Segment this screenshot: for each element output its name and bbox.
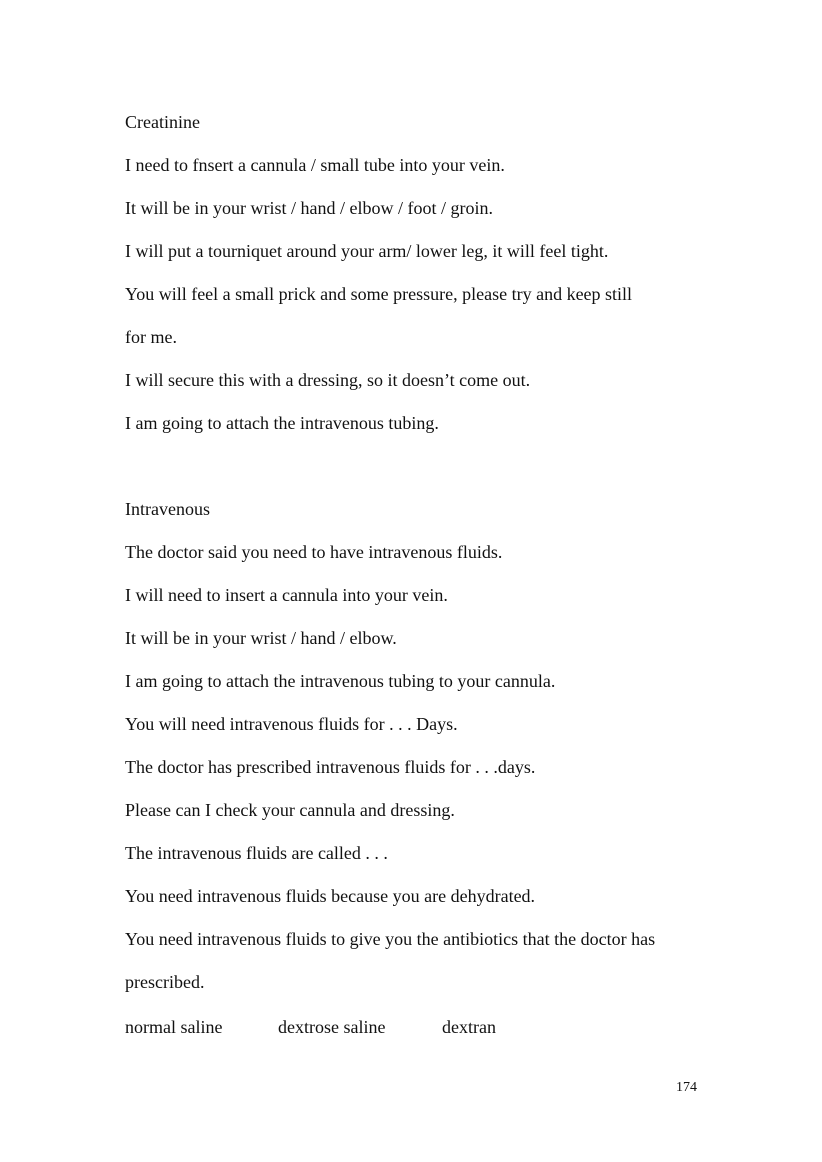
section-heading-intravenous: Intravenous [125, 499, 210, 519]
text-line: for me. [125, 327, 177, 347]
text-line: You will feel a small prick and some pressure, please try and keep still [125, 284, 633, 304]
text-line: Please can I check your cannula and dressing. [125, 800, 455, 820]
text-line: I am going to attach the intravenous tubing. [125, 413, 439, 433]
text-line: You will need intravenous fluids for . . . Days. [125, 714, 458, 734]
text-line: The intravenous fluids are called . . . [125, 843, 388, 863]
text-line: It will be in your wrist / hand / elbow. [125, 628, 397, 648]
text-line: I will secure this with a dressing, so it doesn’t come out. [125, 370, 531, 390]
text-line: You need intravenous fluids because you are dehydrated. [125, 886, 536, 906]
text-line: It will be in your wrist / hand / elbow / foot / groin. [125, 198, 493, 218]
text-line: The doctor said you need to have intravenous fluids. [125, 542, 503, 562]
text-line: I am going to attach the intravenous tubing to your cannula. [125, 671, 556, 691]
text-line: The doctor has prescribed intravenous fluids for . . .days. [125, 757, 536, 777]
page-number: 174 [676, 1080, 697, 1095]
text-line: You need intravenous fluids to give you the antibiotics that the doctor has [125, 929, 656, 949]
text-line: I will put a tourniquet around your arm/ lower leg, it will feel tight. [125, 241, 609, 261]
text-line: I will need to insert a cannula into your vein. [125, 585, 448, 605]
fluid-option-dextran: dextran [442, 1017, 496, 1037]
text-line: prescribed. [125, 972, 205, 992]
text-line: I need to fnsert a cannula / small tube into your vein. [125, 155, 505, 175]
fluid-option-dextrose-saline: dextrose saline [278, 1017, 386, 1037]
section-heading-creatinine: Creatinine [125, 112, 200, 132]
fluid-option-normal-saline: normal saline [125, 1017, 223, 1037]
